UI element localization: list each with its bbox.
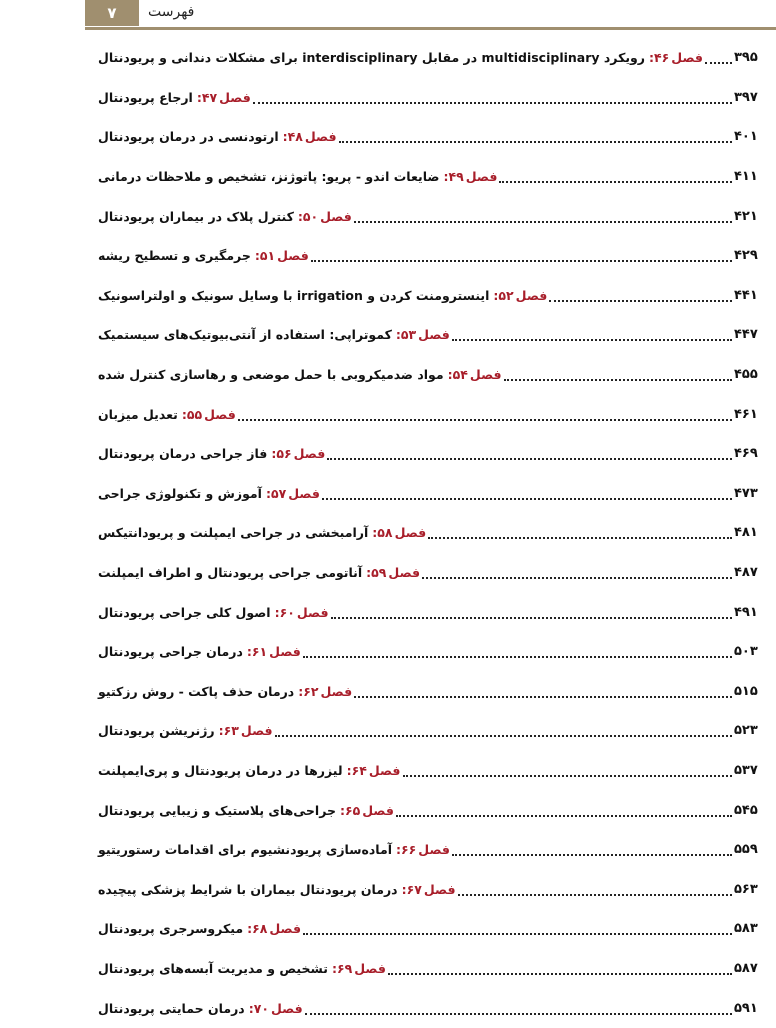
chapter-title: آماده‌سازی پریودنشیوم برای اقدامات رستوریتیو xyxy=(98,842,393,858)
dot-leader xyxy=(499,180,732,183)
toc-entry-heading xyxy=(98,50,703,65)
chapter-page-number: ۵۰۳ xyxy=(734,644,758,660)
chapter-colon: : xyxy=(218,723,224,739)
toc-entry-heading xyxy=(98,842,450,857)
toc-entry[interactable] xyxy=(98,196,764,236)
chapter-title: ضایعات اندو - پریو: پاتوژنز، تشخیص و ملاحظات درمانی xyxy=(98,169,440,185)
chapter-colon: : xyxy=(401,881,407,897)
dot-leader xyxy=(303,932,732,935)
dot-leader xyxy=(311,259,732,262)
chapter-title: رژنریشن پریودنتال xyxy=(98,723,215,739)
toc-entry-heading xyxy=(98,327,450,342)
chapter-page-number: ۴۶۹ xyxy=(734,446,758,462)
toc-entry[interactable] xyxy=(98,592,764,632)
dot-leader xyxy=(354,220,732,223)
toc-entry[interactable] xyxy=(98,157,764,197)
chapter-number: ۵۳ xyxy=(400,327,417,343)
toc-entry-heading xyxy=(98,407,236,422)
chapter-number: ۴۶ xyxy=(654,50,670,66)
dot-leader xyxy=(705,61,732,64)
chapter-title: کموتراپی: استفاده از آنتی‌بیوتیک‌های سیستمیک xyxy=(98,327,392,343)
chapter-number: ۶۰ xyxy=(279,604,295,620)
chapter-number: ۶۷ xyxy=(406,881,422,897)
chapter-label: فصل xyxy=(394,525,427,541)
chapter-page-number: ۴۹۱ xyxy=(734,604,758,620)
chapter-colon: : xyxy=(265,485,271,501)
toc-entry[interactable] xyxy=(98,988,764,1028)
toc-entry[interactable] xyxy=(98,394,764,434)
toc-entry-heading xyxy=(98,565,420,580)
header-divider xyxy=(85,27,776,30)
page-header xyxy=(0,0,776,36)
chapter-title: اصول کلی جراحی پریودنتال xyxy=(98,604,271,620)
toc-entry-heading xyxy=(98,367,502,382)
toc-entry[interactable] xyxy=(98,236,764,276)
chapter-colon: : xyxy=(297,208,303,224)
chapter-page-number: ۴۸۷ xyxy=(734,565,758,581)
chapter-colon: : xyxy=(396,842,402,858)
dot-leader xyxy=(428,536,732,539)
chapter-number: ۵۸ xyxy=(377,525,393,541)
chapter-label: فصل xyxy=(269,644,301,660)
toc-entry-heading xyxy=(98,129,337,144)
chapter-title: آناتومی جراحی پریودنتال و اطراف ایمپلنت xyxy=(98,565,363,581)
chapter-page-number: ۴۲۹ xyxy=(734,248,758,264)
dot-leader xyxy=(549,299,732,302)
toc-entry-heading xyxy=(98,763,401,778)
chapter-title: اینسترومنت کردن و irrigation با وسایل سونیک و اولتراسونیک xyxy=(98,287,490,303)
page-number: ۷ xyxy=(85,0,139,26)
chapter-colon: : xyxy=(331,960,337,976)
chapter-page-number: ۳۹۵ xyxy=(734,50,758,66)
chapter-title: آرامبخشی در جراحی ایمپلنت و پریودانتیکس xyxy=(98,525,369,541)
chapter-title: جراحی‌های پلاستیک و زیبایی پریودنتال xyxy=(98,802,336,818)
toc-entry-heading xyxy=(98,684,352,699)
chapter-colon: : xyxy=(271,446,277,462)
chapter-label: فصل xyxy=(320,683,353,699)
chapter-number: ۵۷ xyxy=(270,485,287,501)
toc-entry-heading xyxy=(98,1001,303,1016)
chapter-page-number: ۴۰۱ xyxy=(734,129,758,145)
chapter-page-number: ۵۶۳ xyxy=(734,881,758,897)
toc-entry[interactable] xyxy=(98,78,764,118)
chapter-title: جرمگیری و تسطیح ریشه xyxy=(98,248,251,264)
chapter-colon: : xyxy=(649,50,655,66)
dot-leader xyxy=(403,774,733,777)
toc-entry[interactable] xyxy=(98,38,764,78)
chapter-label: فصل xyxy=(288,485,320,501)
chapter-page-number: ۴۵۵ xyxy=(734,367,758,383)
chapter-page-number: ۴۲۱ xyxy=(734,208,758,224)
toc-entry[interactable] xyxy=(98,672,764,712)
dot-leader xyxy=(452,853,732,856)
chapter-colon: : xyxy=(298,683,304,699)
chapter-label: فصل xyxy=(368,762,401,778)
chapter-label: فصل xyxy=(418,842,450,858)
chapter-colon: : xyxy=(274,604,280,620)
dot-leader xyxy=(396,814,732,817)
chapter-number: ۷۰ xyxy=(253,1000,269,1016)
toc-entry[interactable] xyxy=(98,632,764,672)
chapter-colon: : xyxy=(282,129,288,145)
dot-leader xyxy=(275,734,732,737)
chapter-label: فصل xyxy=(671,50,703,66)
chapter-label: فصل xyxy=(354,960,386,976)
toc-entry-heading xyxy=(98,921,301,936)
chapter-number: ۵۹ xyxy=(371,565,387,581)
chapter-number: ۵۶ xyxy=(276,446,292,462)
chapter-title: ارجاع پریودنتال xyxy=(98,89,193,105)
chapter-label: فصل xyxy=(418,327,450,343)
chapter-page-number: ۴۴۱ xyxy=(734,287,758,303)
dot-leader xyxy=(504,378,732,381)
chapter-number: ۴۹ xyxy=(448,169,464,185)
chapter-page-number: ۵۳۷ xyxy=(734,762,758,778)
dot-leader xyxy=(303,655,732,658)
chapter-number: ۶۳ xyxy=(223,723,239,739)
dot-leader xyxy=(322,497,732,500)
toc-entry-heading xyxy=(98,803,394,818)
chapter-colon: : xyxy=(339,802,345,818)
chapter-colon: : xyxy=(346,762,352,778)
toc-entry-heading xyxy=(98,446,325,461)
chapter-page-number: ۴۴۷ xyxy=(734,327,758,343)
chapter-title: تشخیص و مدیریت آبسه‌های پریودنتال xyxy=(98,960,328,976)
toc-entry[interactable] xyxy=(98,553,764,593)
chapter-colon: : xyxy=(372,525,378,541)
toc-entry[interactable] xyxy=(98,909,764,949)
chapter-colon: : xyxy=(246,644,252,660)
chapter-page-number: ۴۸۱ xyxy=(734,525,758,541)
chapter-colon: : xyxy=(254,248,260,264)
chapter-title: درمان حمایتی پریودنتال xyxy=(98,1000,245,1016)
chapter-number: ۶۱ xyxy=(251,644,268,660)
toc-entry-heading xyxy=(98,486,320,501)
chapter-colon: : xyxy=(447,367,453,383)
chapter-title: درمان جراحی پریودنتال xyxy=(98,644,243,660)
dot-leader xyxy=(327,457,732,460)
chapter-page-number: ۴۶۱ xyxy=(734,406,758,422)
chapter-label: فصل xyxy=(269,921,302,937)
toc-entry[interactable] xyxy=(98,276,764,316)
toc-entry[interactable] xyxy=(98,117,764,157)
chapter-label: فصل xyxy=(270,1000,303,1016)
chapter-title: آموزش و تکنولوژی جراحی xyxy=(98,485,262,501)
chapter-number: ۵۵ xyxy=(186,406,203,422)
dot-leader xyxy=(238,418,732,421)
chapter-number: ۶۵ xyxy=(344,802,361,818)
toc-entry[interactable] xyxy=(98,830,764,870)
chapter-label: فصل xyxy=(320,208,352,224)
chapter-page-number: ۵۸۳ xyxy=(734,921,758,937)
chapter-colon: : xyxy=(443,169,449,185)
toc-entry[interactable] xyxy=(98,315,764,355)
toc-entry-heading xyxy=(98,961,386,976)
dot-leader xyxy=(458,893,732,896)
chapter-title: کنترل پلاک در بیماران پریودنتال xyxy=(98,208,294,224)
chapter-label: فصل xyxy=(362,802,394,818)
chapter-title: تعدیل میزبان xyxy=(98,406,178,422)
chapter-colon: : xyxy=(247,921,253,937)
chapter-colon: : xyxy=(248,1000,254,1016)
dot-leader xyxy=(354,695,732,698)
chapter-page-number: ۵۲۳ xyxy=(734,723,758,739)
chapter-colon: : xyxy=(196,89,202,105)
chapter-number: ۶۶ xyxy=(401,842,417,858)
toc-entry-heading xyxy=(98,288,547,303)
toc-entry[interactable] xyxy=(98,474,764,514)
chapter-title: رویکرد multidisciplinary در مقابل interdisciplinary برای مشکلات دندانی و پریودنتال xyxy=(98,50,646,66)
chapter-title: مواد ضدمیکروبی با حمل موضعی و رهاسازی کنترل شده xyxy=(98,367,444,383)
toc-entry[interactable] xyxy=(98,513,764,553)
chapter-colon: : xyxy=(181,406,187,422)
chapter-number: ۵۰ xyxy=(302,208,319,224)
toc-entry[interactable] xyxy=(98,949,764,989)
toc-entry[interactable] xyxy=(98,434,764,474)
chapter-page-number: ۵۱۵ xyxy=(734,683,758,699)
toc-entry-heading xyxy=(98,90,251,105)
toc-entry[interactable] xyxy=(98,711,764,751)
chapter-page-number: ۴۱۱ xyxy=(734,169,758,185)
toc-entry[interactable] xyxy=(98,751,764,791)
chapter-title: درمان حذف پاکت - روش رزکتیو xyxy=(98,683,295,699)
chapter-colon: : xyxy=(395,327,401,343)
dot-leader xyxy=(253,101,732,104)
chapter-page-number: ۵۴۵ xyxy=(734,802,758,818)
chapter-title: لیزرها در درمان پریودنتال و پری‌ایمپلنت xyxy=(98,762,343,778)
chapter-label: فصل xyxy=(388,565,421,581)
chapter-page-number: ۵۹۱ xyxy=(734,1000,758,1016)
toc-entry-heading xyxy=(98,209,352,224)
dot-leader xyxy=(305,1012,732,1015)
chapter-page-number: ۳۹۷ xyxy=(734,89,758,105)
chapter-title: فاز جراحی درمان پریودنتال xyxy=(98,446,268,462)
toc-entry-heading xyxy=(98,605,329,620)
chapter-label: فصل xyxy=(515,287,548,303)
dot-leader xyxy=(339,140,732,143)
chapter-title: میکروسرجری پریودنتال xyxy=(98,921,244,937)
chapter-number: ۵۴ xyxy=(452,367,468,383)
chapter-number: ۴۸ xyxy=(287,129,303,145)
toc-entry-heading xyxy=(98,882,456,897)
dot-leader xyxy=(422,576,732,579)
chapter-number: ۶۴ xyxy=(351,762,367,778)
toc-entry-heading xyxy=(98,644,301,659)
chapter-label: فصل xyxy=(304,129,337,145)
chapter-number: ۵۱ xyxy=(259,248,276,264)
chapter-number: ۵۲ xyxy=(498,287,514,303)
chapter-title: ارتودنسی در درمان پریودنتال xyxy=(98,129,279,145)
chapter-number: ۶۲ xyxy=(303,683,319,699)
dot-leader xyxy=(452,338,732,341)
chapter-number: ۶۹ xyxy=(336,960,353,976)
dot-leader xyxy=(331,616,732,619)
chapter-page-number: ۵۵۹ xyxy=(734,842,758,858)
chapter-label: فصل xyxy=(219,89,251,105)
chapter-page-number: ۵۸۷ xyxy=(734,960,758,976)
chapter-label: فصل xyxy=(423,881,456,897)
chapter-label: فصل xyxy=(469,367,502,383)
chapter-number: ۴۷ xyxy=(201,89,218,105)
chapter-title: درمان پریودنتال بیماران با شرایط پزشکی پیچیده xyxy=(98,881,398,897)
chapter-label: فصل xyxy=(277,248,309,264)
toc-entry[interactable] xyxy=(98,355,764,395)
chapter-number: ۶۸ xyxy=(252,921,268,937)
chapter-label: فصل xyxy=(465,169,498,185)
toc-entry-heading xyxy=(98,525,426,540)
toc-entry-heading xyxy=(98,169,497,184)
toc-entry[interactable] xyxy=(98,790,764,830)
chapter-colon: : xyxy=(366,565,372,581)
chapter-label: فصل xyxy=(293,446,326,462)
toc-entry-heading xyxy=(98,723,273,738)
table-of-contents xyxy=(98,38,764,1028)
chapter-label: فصل xyxy=(204,406,236,422)
chapter-label: فصل xyxy=(296,604,329,620)
header-title: فهرست xyxy=(148,4,195,20)
toc-entry[interactable] xyxy=(98,869,764,909)
chapter-label: فصل xyxy=(240,723,273,739)
dot-leader xyxy=(388,972,732,975)
chapter-colon: : xyxy=(493,287,499,303)
chapter-page-number: ۴۷۳ xyxy=(734,485,758,501)
toc-entry-heading xyxy=(98,248,309,263)
